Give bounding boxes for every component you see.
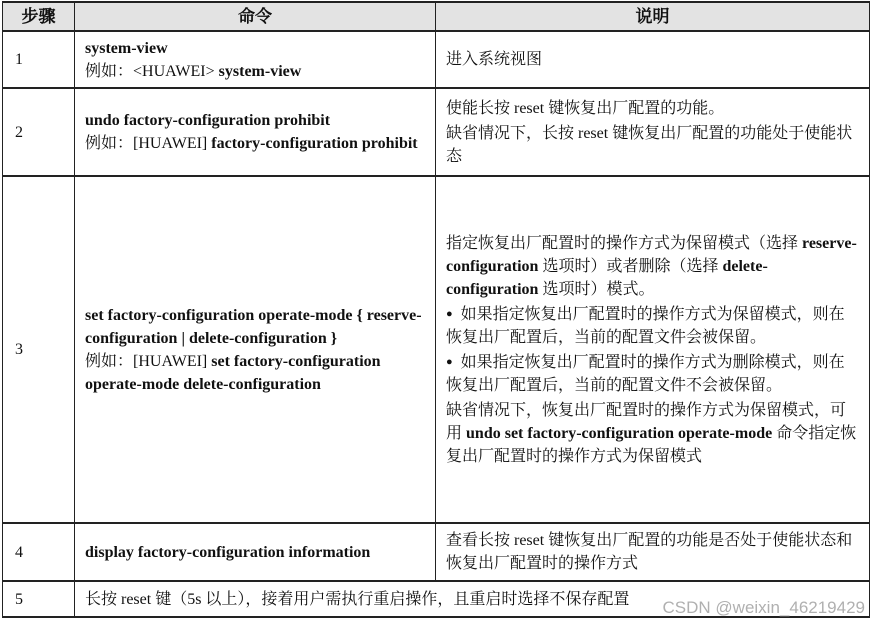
table-row	[3, 523, 870, 581]
step-number: 3	[3, 176, 75, 523]
description: 指定恢复出厂配置时的操作方式为保留模式（选择 reserve-configuration 选项时）或者删除（选择 delete-configuration 选项时）模式。 ● 如果指定恢复出厂配置时的操作方式为保留模式，则在恢复出厂配置后，当前的配置文件会被保留。 ● 如果指定恢复出厂配置时的操作方式为删除模式，则在恢复出厂配置后，当前的配置文件不会被保留。 缺省情况下，恢复出厂配置时的操作方式为保留模式，可用 undo set factory-configuration operate-mode 命令指定恢复出厂配置时的操作方式为保留模式	[436, 176, 870, 523]
command-cell	[75, 88, 436, 176]
command: system-view	[85, 39, 168, 57]
description: 使能长按 reset 键恢复出厂配置的功能。 缺省情况下，长按 reset 键恢复出厂配置的功能处于使能状态	[436, 88, 870, 176]
example: 例如：<HUAWEI> system-view	[85, 62, 302, 80]
header-command: 命令	[75, 2, 436, 31]
description: 查看长按 reset 键恢复出厂配置的功能是否处于使能状态和恢复出厂配置时的操作方式	[436, 523, 870, 581]
bullet-item: ● 如果指定恢复出厂配置时的操作方式为保留模式，则在恢复出厂配置后，当前的配置文件会被保留。	[446, 303, 859, 349]
command: set factory-configuration operate-mode { reserve-configuration | delete-configuration }	[85, 306, 422, 347]
step-number: 1	[3, 31, 75, 88]
command: undo factory-configuration prohibit	[85, 112, 331, 129]
factory-reset-steps-table	[2, 1, 870, 618]
command-cell	[75, 523, 436, 581]
example: 例如：[HUAWEI] factory-configuration prohibit	[85, 135, 418, 152]
step-number: 4	[3, 523, 75, 581]
command: display factory-configuration information	[85, 543, 371, 561]
table-row	[3, 88, 870, 176]
example: 例如：[HUAWEI] set factory-configuration operate-mode delete-configuration	[85, 352, 381, 393]
step-number: 2	[3, 88, 75, 176]
watermark: CSDN @weixin_46219429	[662, 598, 865, 617]
table-row	[3, 176, 870, 523]
bullet-item: ● 如果指定恢复出厂配置时的操作方式为删除模式，则在恢复出厂配置后，当前的配置文件不会被保留。	[446, 351, 859, 397]
header-step: 步骤	[3, 2, 75, 31]
description: 进入系统视图	[436, 31, 870, 88]
table-header-row	[3, 2, 870, 31]
table-row	[3, 31, 870, 88]
command-cell	[75, 31, 436, 88]
step-number: 5	[3, 581, 75, 617]
command-cell	[75, 176, 436, 523]
step-instruction: 长按 reset 键（5s 以上），接着用户需执行重启操作，且重启时选择不保存配置	[75, 581, 870, 617]
header-description: 说明	[436, 2, 870, 31]
